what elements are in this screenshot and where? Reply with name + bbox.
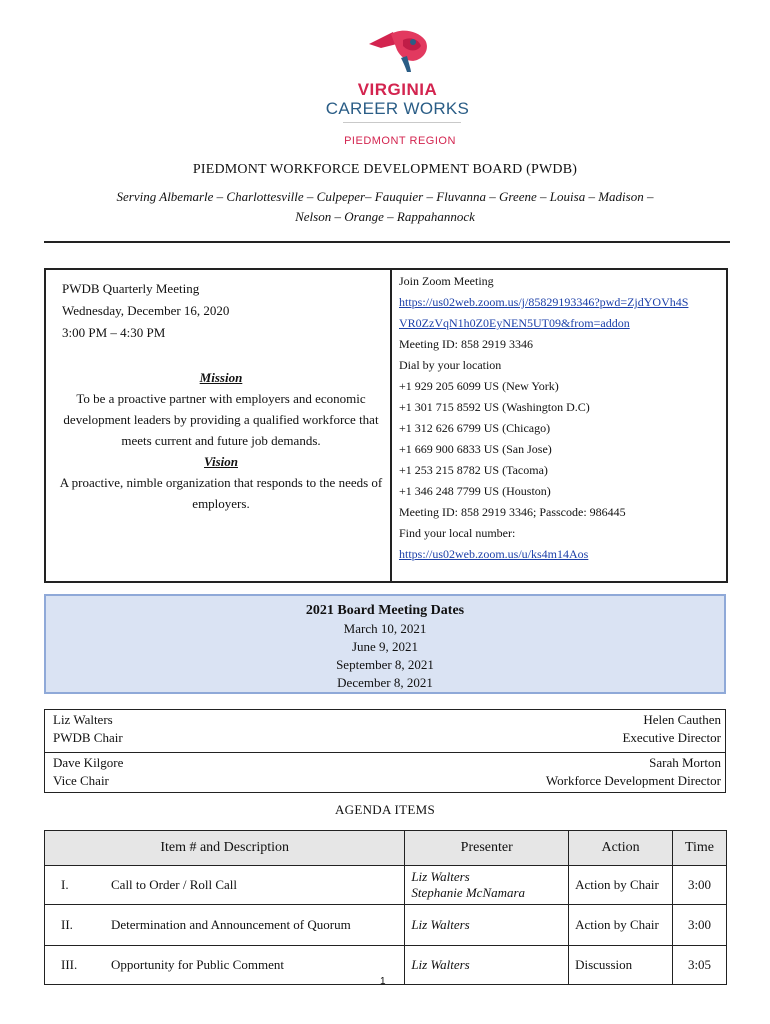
serving-line-1: Serving Albemarle – Charlottesville – Culpeper– Fauquier – Fluvanna – Greene – Louisa – Madison – [116,189,654,204]
board-date: June 9, 2021 [351,639,419,654]
header-rule [44,241,730,243]
zoom-details [399,271,688,565]
mission-text: To be a proactive partner with employers and economic development leaders by providing a qualified workforce that meets current and future job demands. [63,391,379,448]
presenter-name: Liz Walters [411,869,470,884]
column-header: Presenter [405,831,569,866]
presenter-cell [405,905,569,946]
item-number: II. [61,917,73,932]
zoom-join-label: Join Zoom Meeting [399,274,494,288]
officers-divider [45,752,725,753]
board-date: March 10, 2021 [343,621,427,636]
item-description-cell [45,866,405,905]
agenda-table [44,830,727,985]
zoom-join-link-part-2[interactable]: VR0ZzVqN1h0Z0EyNEN5UT09&from=addon [399,316,630,330]
officer-row [53,755,721,775]
vision-heading: Vision [204,454,238,469]
presenter-cell [405,866,569,905]
cardinal-logo-icon [367,26,441,74]
serving-localities [0,187,770,227]
zoom-meeting-id: Meeting ID: 858 2919 3346 [399,337,533,351]
zoom-local-number-label: Find your local number: [399,526,516,540]
item-description: Opportunity for Public Comment [111,957,284,972]
logo [0,18,770,126]
region-label: PIEDMONT REGION [344,135,456,147]
meeting-date: Wednesday, December 16, 2020 [62,303,230,318]
dial-number: +1 346 248 7799 US (Houston) [399,484,551,498]
action-cell: Action by Chair [569,905,673,946]
officer-row [53,730,721,750]
action-cell: Action by Chair [569,866,673,905]
time-cell: 3:00 [673,905,727,946]
item-number: I. [61,877,69,892]
zoom-local-number-link[interactable]: https://us02web.zoom.us/u/ks4m14Aos [399,547,589,561]
board-date: December 8, 2021 [337,675,433,690]
board-dates-title: 2021 Board Meeting Dates [305,603,465,618]
column-header: Time [673,831,727,866]
chair-name: Liz Walters [53,712,113,727]
item-description-cell [45,946,405,985]
item-description: Determination and Announcement of Quorum [111,917,351,932]
presenter-name: Stephanie McNamara [411,885,526,900]
officers-table [44,709,726,793]
mission-vision [58,367,384,514]
board-meeting-dates [44,594,726,694]
workforce-director-title: Workforce Development Director [545,773,721,788]
presenter-name: Liz Walters [411,957,470,972]
officer-row [53,773,721,793]
dial-number: +1 301 715 8592 US (Washington D.C) [399,400,590,414]
executive-director-name: Helen Cauthen [643,712,721,727]
dial-number: +1 929 205 6099 US (New York) [399,379,559,393]
zoom-join-link-part-1[interactable]: https://us02web.zoom.us/j/85829193346?pwd=ZjdYOVh4S [399,295,689,309]
region-divider [343,122,461,123]
item-number: III. [61,957,78,972]
item-description: Call to Order / Roll Call [111,877,238,892]
dial-number: +1 312 626 6799 US (Chicago) [399,421,551,435]
column-header: Action [569,831,673,866]
action-cell: Discussion [569,946,673,985]
mission-heading: Mission [199,370,243,385]
time-cell: 3:00 [673,866,727,905]
vision-text: A proactive, nimble organization that responds to the needs of employers. [59,475,383,511]
serving-line-2: Nelson – Orange – Rappahannock [295,209,475,224]
zoom-meeting-id-passcode: Meeting ID: 858 2919 3346; Passcode: 986445 [399,505,626,519]
table-row [45,905,727,946]
table-row [45,866,727,905]
logo-career-works-text: CAREER WORKS [325,99,470,118]
executive-director-title: Executive Director [622,730,721,745]
meeting-name: PWDB Quarterly Meeting [62,281,200,296]
meeting-details [62,278,229,344]
logo-virginia-text: VIRGINIA [357,80,438,99]
presenter-name: Liz Walters [411,917,470,932]
vice-chair-name: Dave Kilgore [53,755,124,770]
meeting-time: 3:00 PM – 4:30 PM [62,325,166,340]
meeting-box-divider [390,270,392,581]
workforce-director-name: Sarah Morton [649,755,721,770]
chair-title: PWDB Chair [53,730,123,745]
vice-chair-title: Vice Chair [53,773,109,788]
time-cell: 3:05 [673,946,727,985]
dial-number: +1 253 215 8782 US (Tacoma) [399,463,548,477]
board-title: PIEDMONT WORKFORCE DEVELOPMENT BOARD (PWDB) [192,162,578,177]
meeting-info-box [44,268,728,583]
agenda-header-row [45,831,727,866]
board-date: September 8, 2021 [336,657,434,672]
dial-number: +1 669 900 6833 US (San Jose) [399,442,552,456]
officer-row [53,712,721,732]
item-description-cell [45,905,405,946]
column-header: Item # and Description [45,831,405,866]
agenda-heading: AGENDA ITEMS [334,802,435,817]
page-number: 1 [380,976,386,987]
presenter-cell [405,946,569,985]
zoom-dial-label: Dial by your location [399,358,502,372]
